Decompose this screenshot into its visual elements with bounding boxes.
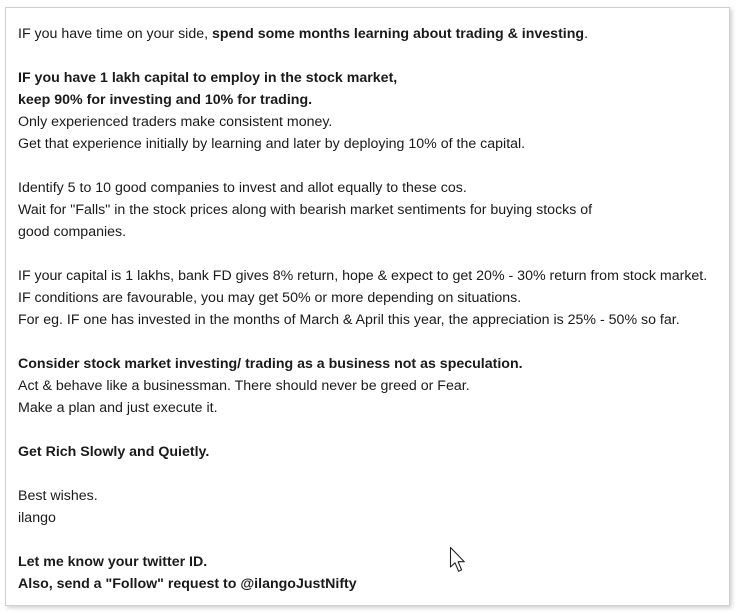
spacer <box>18 529 733 551</box>
intro-tail: . <box>584 26 589 42</box>
post-container <box>5 7 730 606</box>
intro-emphasis: spend some months learning about trading & investing <box>212 26 585 42</box>
post-body <box>18 23 733 595</box>
spacer <box>18 463 733 485</box>
returns-line-1: IF your capital is 1 lakhs, bank FD gives 8% return, hope & expect to get 20% - 30% return from stock market. <box>18 268 708 284</box>
signoff-line: Best wishes. <box>18 488 98 504</box>
twitter-request-line: Let me know your twitter ID. <box>18 554 208 570</box>
companies-line-2: Wait for "Falls" in the stock prices along with bearish market sentiments for buying stocks of <box>18 202 593 218</box>
spacer <box>18 45 733 67</box>
mouse-pointer-icon <box>449 546 469 576</box>
returns-line-2: IF conditions are favourable, you may get 50% or more depending on situations. <box>18 290 522 306</box>
capital-heading-1: IF you have 1 lakh capital to employ in the stock market, <box>18 70 398 86</box>
follow-request-line: Also, send a "Follow" request to @ilangoJustNifty <box>18 576 357 592</box>
spacer <box>18 155 733 177</box>
business-line-3: Make a plan and just execute it. <box>18 400 218 416</box>
capital-heading-2: keep 90% for investing and 10% for trading. <box>18 92 313 108</box>
capital-line-3: Only experienced traders make consistent money. <box>18 114 333 130</box>
returns-line-3: For eg. IF one has invested in the months of March & April this year, the appreciation is 25% - 50% so far. <box>18 312 680 328</box>
spacer <box>18 419 733 441</box>
companies-line-3: good companies. <box>18 224 127 240</box>
companies-line-1: Identify 5 to 10 good companies to invest and allot equally to these cos. <box>18 180 467 196</box>
business-heading: Consider stock market investing/ trading as a business not as speculation. <box>18 356 523 372</box>
spacer <box>18 331 733 353</box>
spacer <box>18 243 733 265</box>
intro-line <box>18 23 733 45</box>
capital-line-4: Get that experience initially by learning and later by deploying 10% of the capital. <box>18 136 526 152</box>
author-name: ilango <box>18 510 56 526</box>
rich-slowly-line: Get Rich Slowly and Quietly. <box>18 444 210 460</box>
business-line-2: Act & behave like a businessman. There should never be greed or Fear. <box>18 378 470 394</box>
intro-lead: IF you have time on your side, <box>18 26 212 42</box>
